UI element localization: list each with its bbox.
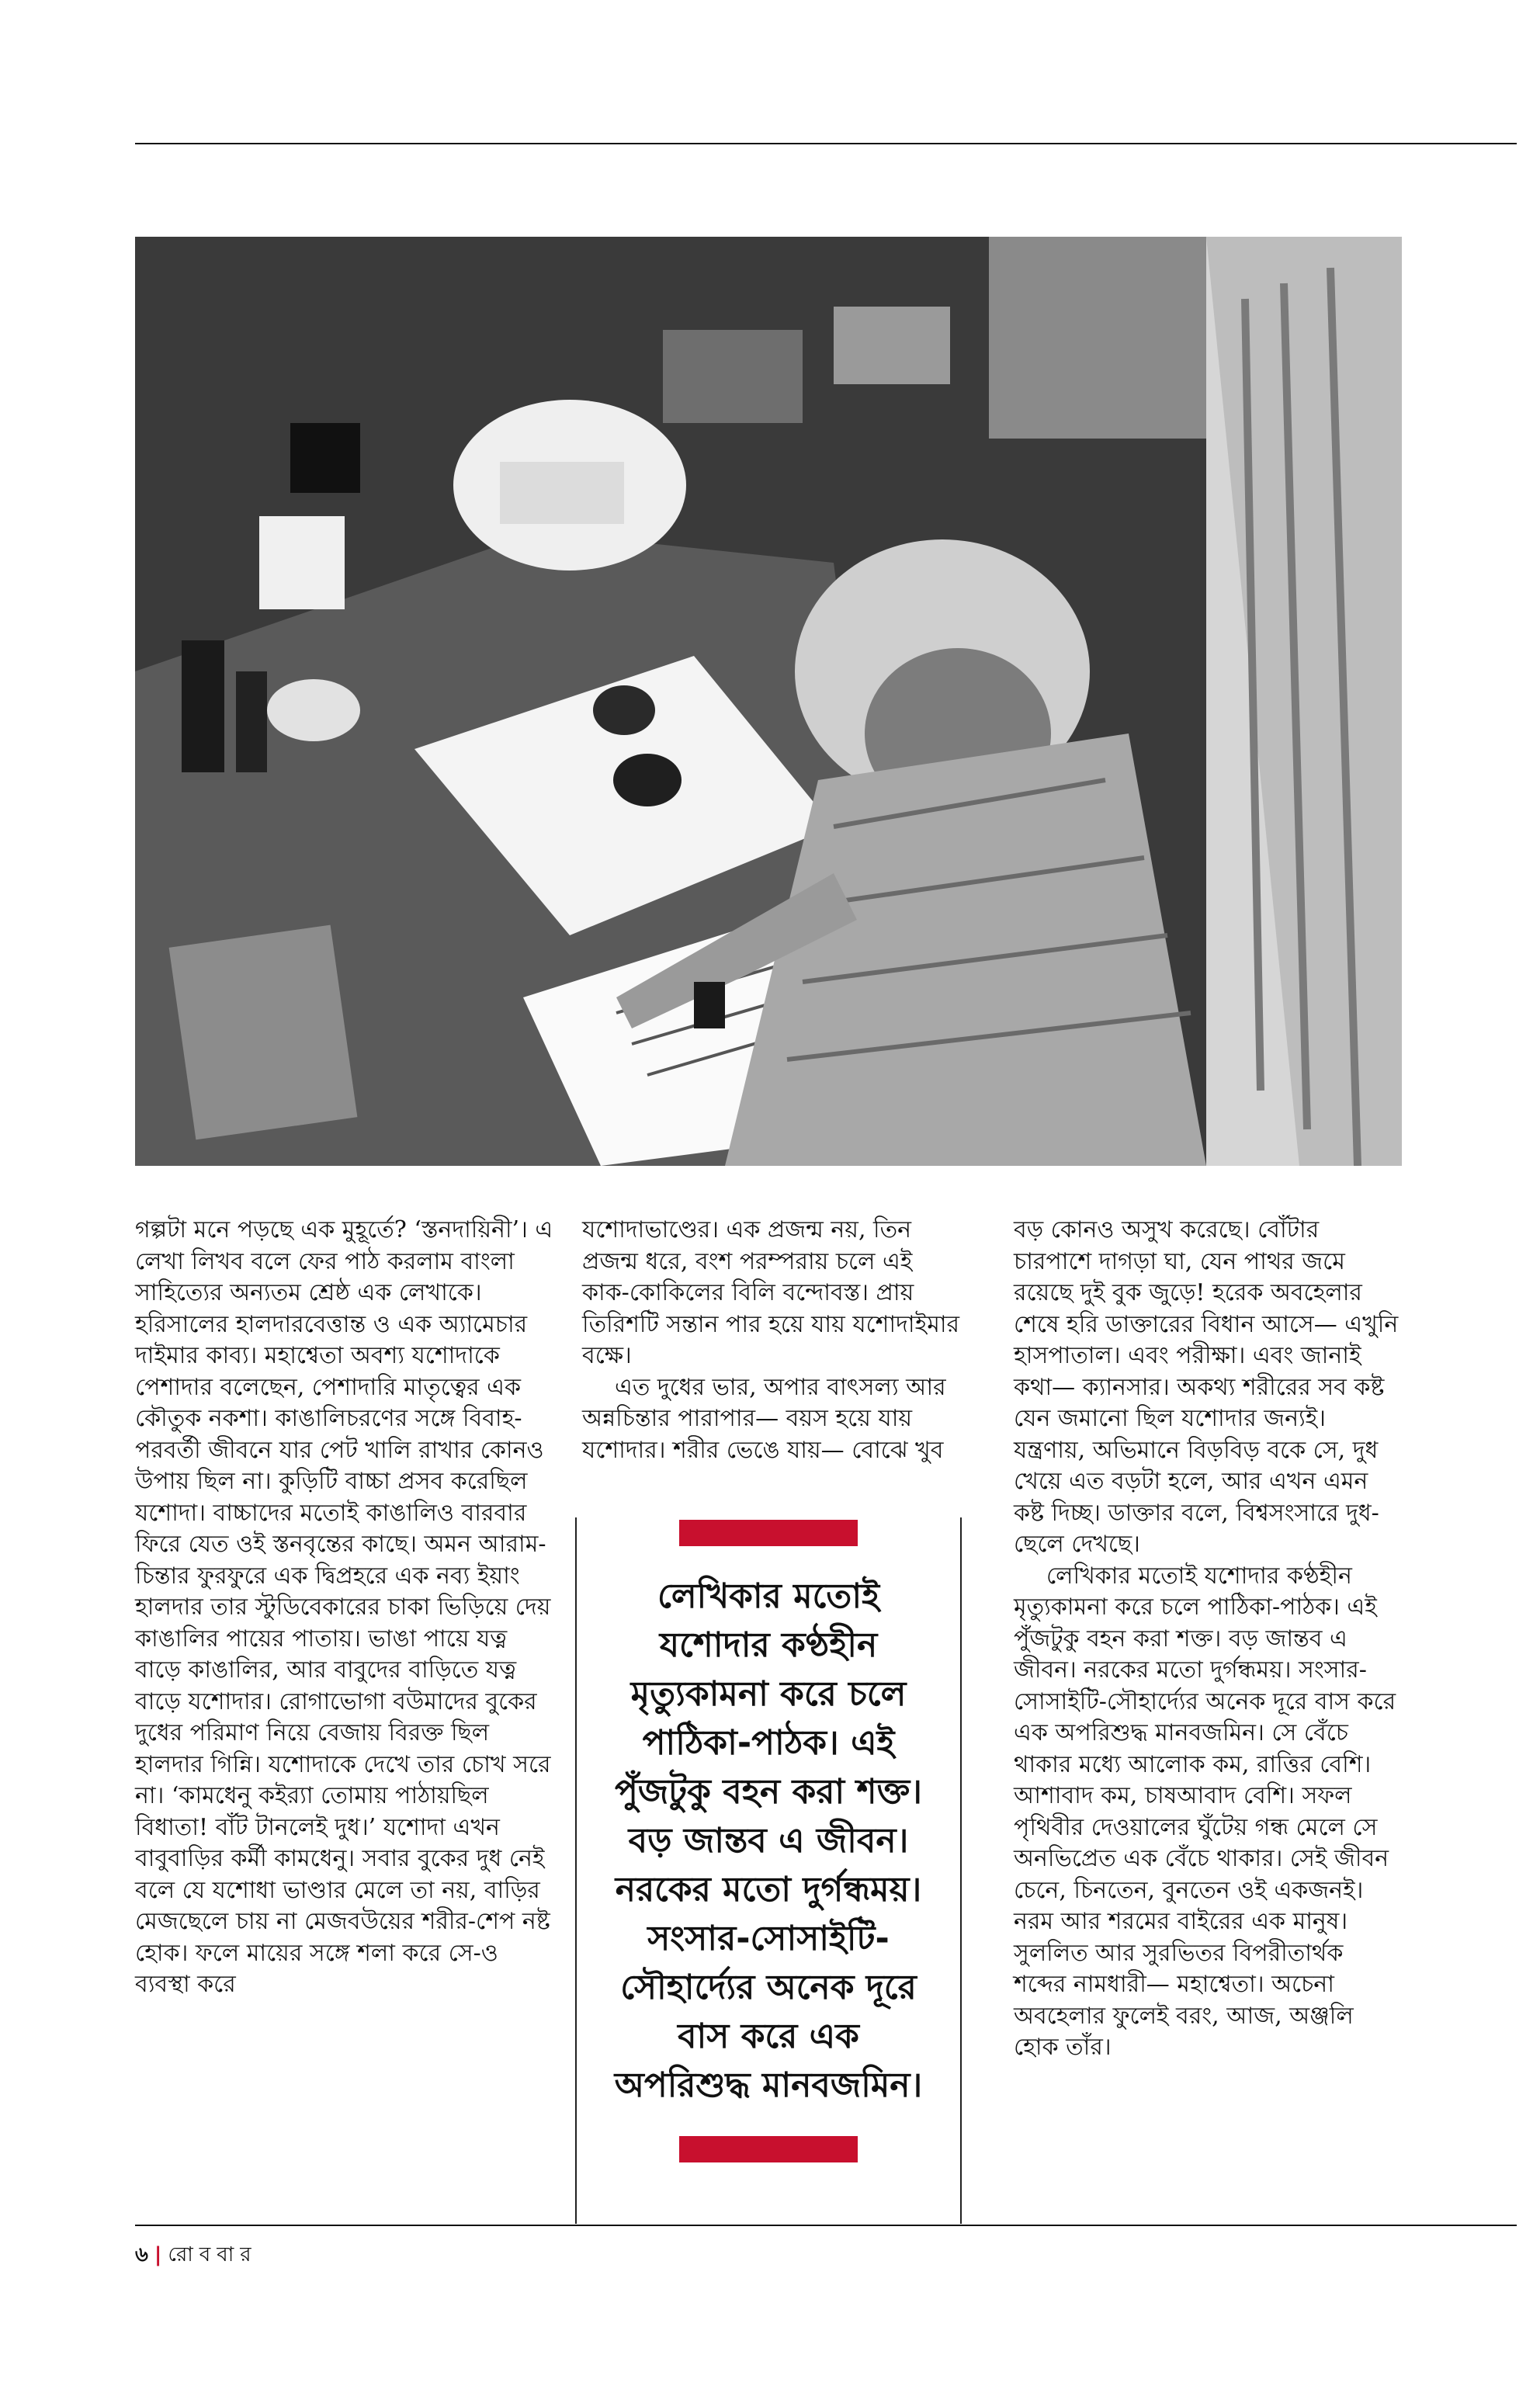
photo-writer-at-desk	[135, 237, 1402, 1166]
footer-separator: |	[154, 2243, 162, 2266]
page-number: ৬	[135, 2243, 148, 2266]
top-rule	[135, 143, 1517, 144]
column-1-text: গল্পটা মনে পড়ছে এক মুহূর্তে? ‘স্তনদায়িনী’। এ লেখা লিখব বলে ফের পাঠ করলাম বাংলা সাহিত্যের অন্যতম শ্রেষ্ঠ এক লেখাকে। হরিসালের হালদারবেত্তান্ত ও এক অ্যামেচার দাইমার কাব্য। মহাশ্বেতা অবশ্য যশোদাকে পেশাদার বলেছেন, পেশাদারি মাতৃত্বের এক কৌতুক নকশা। কাঙালিচরণের সঙ্গে বিবাহ-পরবর্তী জীবনে যার পেট খালি রাখার কোনও উপায় ছিল না। কুড়িটি বাচ্চা প্রসব করেছিল যশোদা। বাচ্চাদের মতোই কাঙালিও বারবার ফিরে যেত ওই স্তনবৃন্তের কাছে। অমন আরাম-চিন্তার ফুরফুরে এক দ্বিপ্রহরে এক নব্য ইয়াং হালদার তার স্টুডিবেকারের চাকা ভিড়িয়ে দেয় কাঙালির পায়ের পাতায়। ভাঙা পায়ে যত্ন বাড়ে কাঙালির, আর বাবুদের বাড়িতে যত্ন বাড়ে যশোদার। রোগাভোগা বউমাদের বুকের দুধের পরিমাণ নিয়ে বেজায় বিরক্ত ছিল হালদার গিন্নি। যশোদাকে দেখে তার চোখ সরে না। ‘কামধেনু কইর‌্যা তোমায় পাঠায়ছিল বিধাতা! বাঁট টানলেই দুধ।’ যশোদা এখন বাবুবাড়ির কর্মী কামধেনু। সবার বুকের দুধ নেই বলে যে যশোধা ভাণ্ডার মেলে তা নয়, বাড়ির মেজছেলে চায় না মেজবউয়ের শরীর-শেপ নষ্ট হোক। ফলে মায়ের সঙ্গে শলা করে সে-ও ব্যবস্থা করে	[135, 1216, 553, 1998]
pullquote-bottom-bar	[679, 2136, 858, 2162]
photo-illustration	[135, 237, 1402, 1166]
pullquote-top-bar	[679, 1520, 858, 1546]
column-2-paragraph-2: এত দুধের ভার, অপার বাৎসল্য আর অন্নচিন্তার পারাপার— বয়স হয়ে যায় যশোদার। শরীর ভেঙে যায়— বোঝে খুব	[582, 1373, 946, 1464]
bottom-rule	[135, 2225, 1517, 2226]
column-2-paragraph-1: যশোদাভাণ্ডের। এক প্রজন্ম নয়, তিন প্রজন্ম ধরে, বংশ পরম্পরায় চলে এই কাক-কোকিলের বিলি বন্দোবস্ত। প্রায় তিরিশটি সন্তান পার হয়ে যায় যশোদাইমার বক্ষে।	[582, 1216, 960, 1369]
article-column-3	[1014, 1215, 1402, 2064]
pullquote-text: লেখিকার মতোই যশোদার কণ্ঠহীন মৃত্যুকামনা করে চলে পাঠিকা-পাঠক। এই পুঁজটুকু বহন করা শক্ত। বড় জান্তব এ জীবন। নরকের মতো দুর্গন্ধময়। সংসার-সোসাইটি-সৌহার্দ্যের অনেক দূরে বাস করে এক অপরিশুদ্ধ মানবজমিন।	[614, 1576, 923, 2105]
page-footer	[135, 2242, 258, 2268]
article-column-2	[582, 1215, 962, 1466]
pullquote	[613, 1572, 924, 2110]
column-divider-left	[575, 1517, 577, 2224]
publication-name: রোববার	[168, 2243, 258, 2266]
article-column-1	[135, 1215, 554, 2001]
column-3-paragraph-1: বড় কোনও অসুখ করেছে। বোঁটার চারপাশে দাগড়া ঘা, যেন পাথর জমে রয়েছে দুই বুক জুড়ে! হরেক অবহেলার শেষে হরি ডাক্তারের বিধান আসে— এখুনি হাসপাতাল। এবং পরীক্ষা। এবং জানাই কথা— ক্যানসার। অকথ্য শরীরের সব কষ্ট যেন জমানো ছিল যশোদার জন্যই। যন্ত্রণায়, অভিমানে বিড়বিড় বকে সে, দুধ খেয়ে এত বড়টা হলে, আর এখন এমন কষ্ট দিচ্ছ। ডাক্তার বলে, বিশ্বসংসারে দুধ-ছেলে দেখছে।	[1014, 1216, 1399, 1558]
column-3-paragraph-2: লেখিকার মতোই যশোদার কণ্ঠহীন মৃত্যুকামনা করে চলে পাঠিকা-পাঠক। এই পুঁজটুকু বহন করা শক্ত। বড় জান্তব এ জীবন। নরকের মতো দুর্গন্ধময়। সংসার-সোসাইটি-সৌহার্দ্যের অনেক দূরে বাস করে এক অপরিশুদ্ধ মানবজমিন। সে বেঁচে থাকার মধ্যে আলোক কম, রাত্তির বেশি। আশাবাদ কম, চাষআবাদ বেশি। সফল পৃথিবীর দেওয়ালের ঘুঁটেয় গন্ধ মেলে সে অনভিপ্রেত এক বেঁচে থাকার। সেই জীবন চেনে, চিনতেন, বুনতেন ওই একজনই। নরম আর শরমের বাইরের এক মানুষ। সুললিত আর সুরভিতর বিপরীতার্থক শব্দের নামধারী— মহাশ্বেতা। অচেনা অবহেলার ফুলেই বরং, আজ, অঞ্জলি হোক তাঁর।	[1014, 1562, 1396, 2061]
column-divider-right	[960, 1517, 962, 2224]
